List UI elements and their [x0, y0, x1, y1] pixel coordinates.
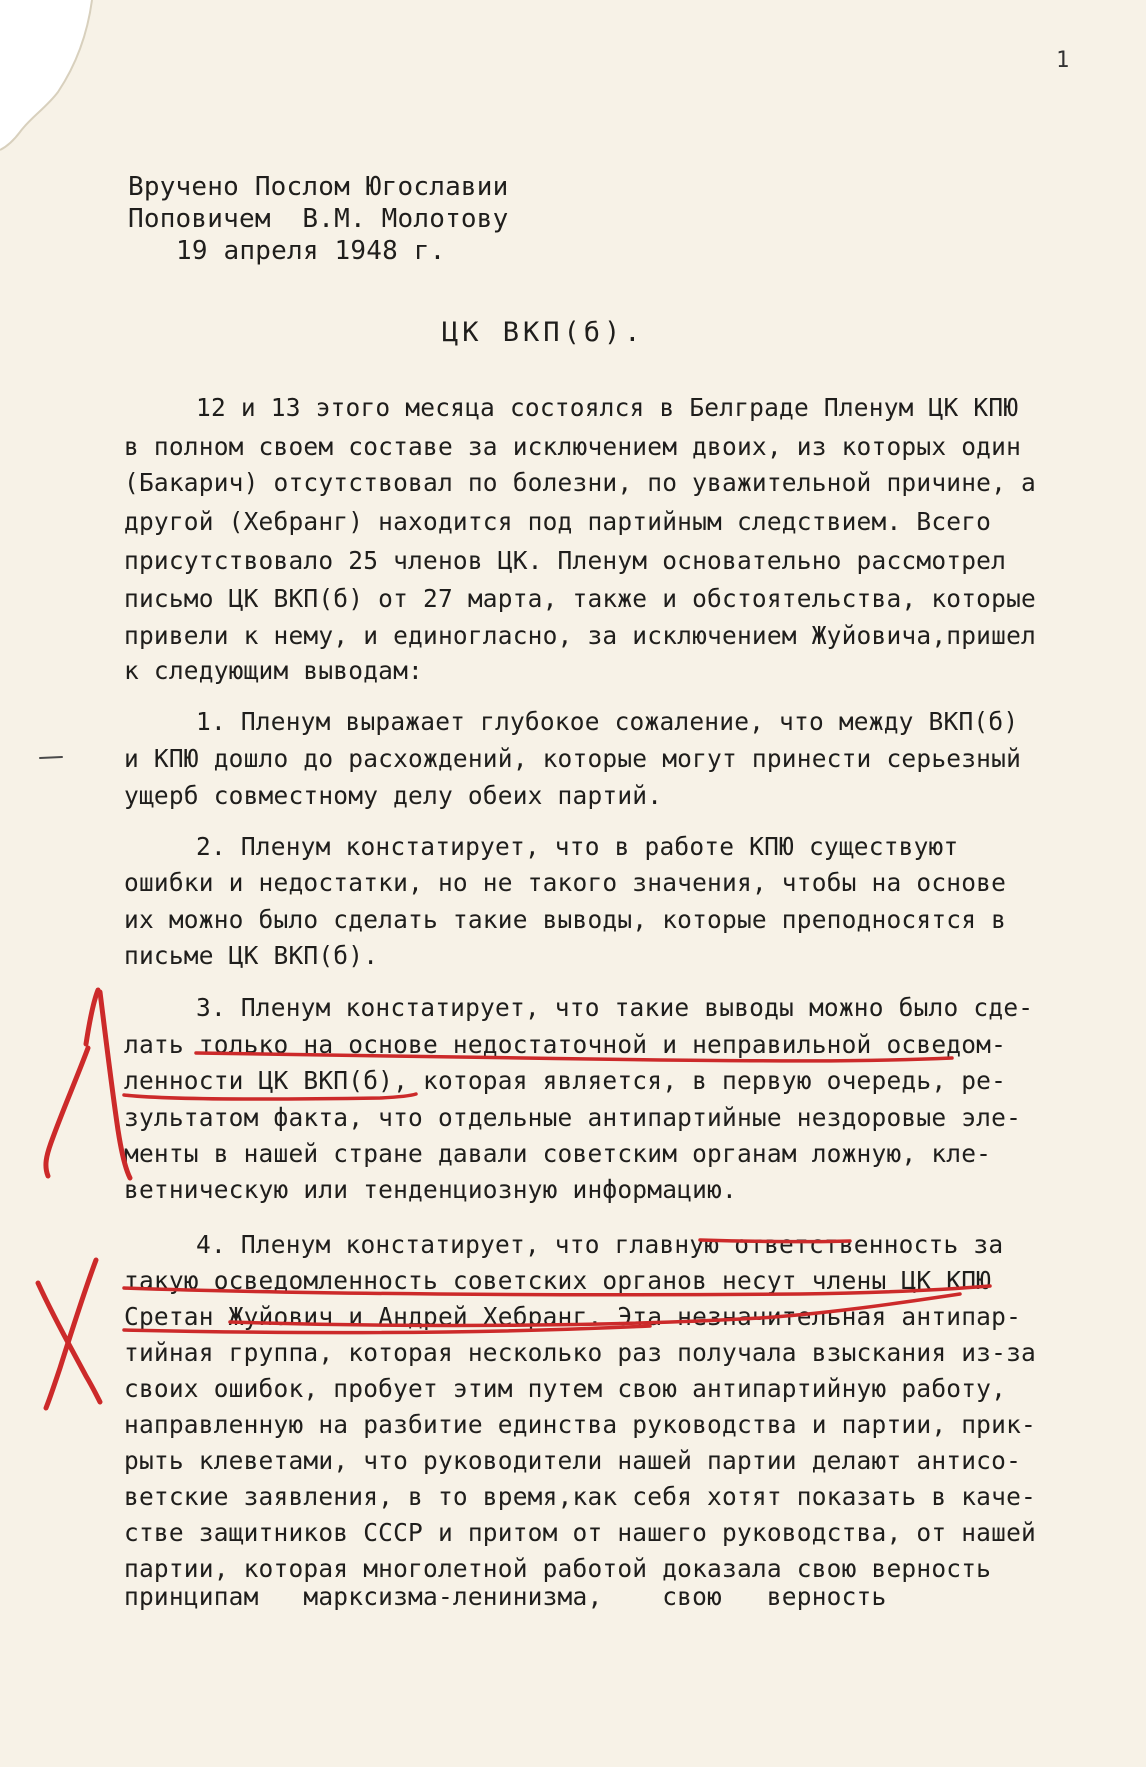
header-line-1: Вручено Послом Югославии: [128, 172, 509, 202]
point3-line: менты в нашей стране давали советским органам ложную, кле-: [124, 1139, 992, 1168]
overtyped-line: принципам марксизма-ленинизма, свою верность: [124, 1582, 887, 1611]
intro-line: к следующим выводам:: [124, 656, 424, 685]
intro-line: привели к нему, и единогласно, за исключением Жуйовича,пришел: [124, 621, 1036, 650]
point2-line: ошибки и недостатки, но не такого значения, чтобы на основе: [124, 868, 1007, 897]
header-date: 19 апреля 1948 г.: [176, 236, 446, 266]
point3-line: ленности ЦК ВКП(б), которая является, в первую очередь, ре-: [124, 1066, 1007, 1095]
point1-line: и КПЮ дошло до расхождений, которые могут принести серьезный: [124, 744, 1022, 773]
point3-line: зультатом факта, что отдельные антипартийные нездоровые эле-: [124, 1103, 1022, 1132]
point4-line: рыть клеветами, что руководители нашей партии делают антисо-: [124, 1446, 1022, 1475]
point4-line: такую осведомленность советских органов несут члены ЦК КПЮ: [124, 1266, 992, 1295]
margin-dash: [40, 757, 62, 758]
point4-line: ветские заявления, в то время,как себя хотят показать в каче-: [124, 1482, 1036, 1511]
point4-line: тийная группа, которая несколько раз получала взыскания из-за: [124, 1338, 1036, 1367]
point4-line: 4. Пленум констатирует, что главную ответственность за: [196, 1230, 1004, 1259]
point4-line: Сретан Жуйович и Андрей Хебранг. Эта незначительная антипар-: [124, 1302, 1022, 1331]
intro-line: (Бакарич) отсутствовал по болезни, по уважительной причине, а: [124, 468, 1036, 497]
intro-line: присутствовало 25 членов ЦК. Пленум основательно рассмотрел: [124, 546, 1007, 575]
point3-line: ветническую или тенденциозную информацию.: [124, 1175, 737, 1204]
intro-line: другой (Хебранг) находится под партийным следствием. Всего: [124, 507, 992, 536]
point2-line: письме ЦК ВКП(б).: [124, 941, 379, 970]
point4-line: направленную на разбитие единства руководства и партии, прик-: [124, 1410, 1036, 1439]
page-number: 1: [1056, 48, 1070, 73]
margin-mark-1-icon: [46, 990, 130, 1178]
point3-line: 3. Пленум констатирует, что такие выводы можно было сде-: [196, 993, 1034, 1022]
intro-line: письмо ЦК ВКП(б) от 27 марта, также и обстоятельства, которые: [124, 584, 1036, 613]
document-title: ЦК ВКП(б).: [442, 317, 645, 348]
point2-line: 2. Пленум констатирует, что в работе КПЮ существуют: [196, 832, 959, 861]
point2-line: их можно было сделать такие выводы, которые преподносятся в: [124, 905, 1007, 934]
point1-line: ущерб совместному делу обеих партий.: [124, 781, 663, 810]
margin-mark-x-icon: [38, 1260, 100, 1408]
point4-line: стве защитников СССР и притом от нашего руководства, от нашей: [124, 1518, 1036, 1547]
intro-line: 12 и 13 этого месяца состоялся в Белграде Пленум ЦК КПЮ: [196, 393, 1019, 422]
header-line-2: Поповичем В.М. Молотову: [128, 204, 509, 234]
point4-line: своих ошибок, пробует этим путем свою антипартийную работу,: [124, 1374, 1007, 1403]
point4-line: партии, которая многолетной работой доказала свою верность: [124, 1554, 992, 1583]
point1-line: 1. Пленум выражает глубокое сожаление, что между ВКП(б): [196, 707, 1019, 736]
intro-line: в полном своем составе за исключением двоих, из которых один: [124, 432, 1022, 461]
point3-line: лать только на основе недостаточной и неправильной осведом-: [124, 1030, 1007, 1059]
